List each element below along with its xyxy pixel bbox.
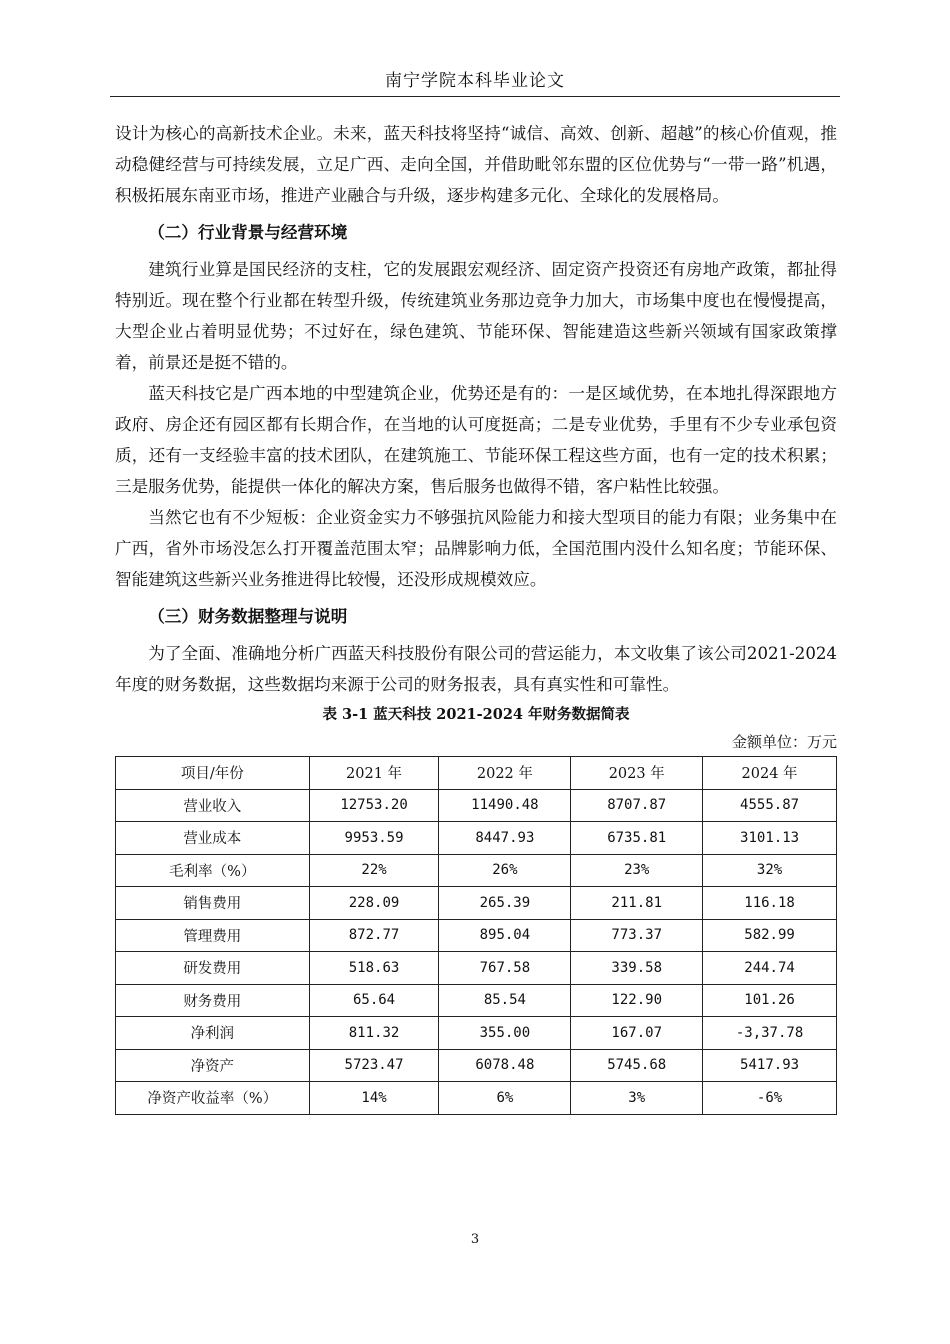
table-cell: 9953.59 (309, 822, 439, 855)
table-cell: 22% (309, 854, 439, 887)
table-cell: 895.04 (439, 919, 571, 952)
table-cell: 3% (571, 1082, 703, 1115)
table-cell: 26% (439, 854, 571, 887)
table-cell: 8447.93 (439, 822, 571, 855)
table-cell: 5417.93 (703, 1049, 837, 1082)
table-cell: 228.09 (309, 887, 439, 920)
table-cell: 339.58 (571, 952, 703, 985)
table-cell: 4555.87 (703, 789, 837, 822)
table-row (116, 919, 837, 952)
financial-table (115, 756, 837, 1115)
table-cell: 32% (703, 854, 837, 887)
table-row (116, 822, 837, 855)
paragraph-industry-3: 当然它也有不少短板：企业资金实力不够强抗风险能力和接大型项目的能力有限；业务集中在广西，省外市场没怎么打开覆盖范围太窄；品牌影响力低，全国范围内没什么知名度；节能环保、智能建筑这些新兴业务推进得比较慢，还没形成规模效应。 (115, 508, 837, 589)
row-label: 营业收入 (116, 789, 310, 822)
paragraph-industry-1: 建筑行业算是国民经济的支柱，它的发展跟宏观经济、固定资产投资还有房地产政策，都扯得特别近。现在整个行业都在转型升级，传统建筑业务那边竞争力加大，市场集中度也在慢慢提高，大型企业占着明显优势；不过好在，绿色建筑、节能环保、智能建造这些新兴领域有国家政策撑着，前景还是挺不错的。 (115, 260, 837, 372)
header-rule (110, 96, 840, 97)
page-number: 3 (470, 1232, 480, 1247)
table-unit: 金额单位：万元 (731, 733, 837, 751)
section-heading-industry: （二）行业背景与经营环境 (148, 222, 348, 242)
table-row (116, 854, 837, 887)
table-cell: 23% (571, 854, 703, 887)
table-cell: 167.07 (571, 1017, 703, 1050)
table-caption: 表 3-1 蓝天科技 2021-2024 年财务数据简表 (322, 706, 630, 723)
table-cell: 767.58 (439, 952, 571, 985)
table-cell: 85.54 (439, 984, 571, 1017)
table-cell: -6% (703, 1082, 837, 1115)
table-cell: 101.26 (703, 984, 837, 1017)
table-row (116, 789, 837, 822)
table-cell: 582.99 (703, 919, 837, 952)
table-cell: 6735.81 (571, 822, 703, 855)
table-cell: 355.00 (439, 1017, 571, 1050)
row-label: 财务费用 (116, 984, 310, 1017)
table-header-cell: 2022 年 (439, 757, 571, 790)
table-cell: 6% (439, 1082, 571, 1115)
page-content (115, 118, 837, 1115)
table-row (116, 1017, 837, 1050)
row-label: 研发费用 (116, 952, 310, 985)
table-cell: 11490.48 (439, 789, 571, 822)
table-cell: -3,37.78 (703, 1017, 837, 1050)
table-header-cell: 2021 年 (309, 757, 439, 790)
table-cell: 8707.87 (571, 789, 703, 822)
table-cell: 12753.20 (309, 789, 439, 822)
row-label: 净利润 (116, 1017, 310, 1050)
row-label: 销售费用 (116, 887, 310, 920)
table-header-cell: 2024 年 (703, 757, 837, 790)
paragraph-finance-1: 为了全面、准确地分析广西蓝天科技股份有限公司的营运能力，本文收集了该公司2021-2024年度的财务数据，这些数据均来源于公司的财务报表，具有真实性和可靠性。 (115, 644, 837, 694)
table-header-cell: 项目/年份 (116, 757, 310, 790)
table-cell: 265.39 (439, 887, 571, 920)
table-row (116, 952, 837, 985)
table-cell: 244.74 (703, 952, 837, 985)
table-header-cell: 2023 年 (571, 757, 703, 790)
running-header: 南宁学院本科毕业论文 (385, 71, 565, 91)
table-cell: 65.64 (309, 984, 439, 1017)
table-cell: 5723.47 (309, 1049, 439, 1082)
row-label: 管理费用 (116, 919, 310, 952)
paragraph-continued: 设计为核心的高新技术企业。未来，蓝天科技将坚持“诚信、高效、创新、超越”的核心价值观，推动稳健经营与可持续发展，立足广西、走向全国，并借助毗邻东盟的区位优势与“一带一路”机遇，积极拓展东南亚市场，推进产业融合与升级，逐步构建多元化、全球化的发展格局。 (115, 124, 837, 205)
table-cell: 116.18 (703, 887, 837, 920)
row-label: 净资产 (116, 1049, 310, 1082)
section-heading-finance: （三）财务数据整理与说明 (148, 606, 348, 626)
table-cell: 6078.48 (439, 1049, 571, 1082)
table-cell: 872.77 (309, 919, 439, 952)
table-row (116, 887, 837, 920)
row-label: 毛利率（%） (116, 854, 310, 887)
table-cell: 3101.13 (703, 822, 837, 855)
paragraph-industry-2: 蓝天科技它是广西本地的中型建筑企业，优势还是有的：一是区域优势，在本地扎得深跟地方政府、房企还有园区都有长期合作，在当地的认可度挺高；二是专业优势，手里有不少专业承包资质，还有一支经验丰富的技术团队，在建筑施工、节能环保工程这些方面，也有一定的技术积累；三是服务优势，能提供一体化的解决方案，售后服务也做得不错，客户粘性比较强。 (115, 384, 837, 496)
row-label: 营业成本 (116, 822, 310, 855)
table-row (116, 984, 837, 1017)
table-cell: 773.37 (571, 919, 703, 952)
table-cell: 122.90 (571, 984, 703, 1017)
table-cell: 14% (309, 1082, 439, 1115)
table-header-row (116, 757, 837, 790)
table-row (116, 1049, 837, 1082)
table-cell: 811.32 (309, 1017, 439, 1050)
row-label: 净资产收益率（%） (116, 1082, 310, 1115)
table-cell: 211.81 (571, 887, 703, 920)
table-cell: 518.63 (309, 952, 439, 985)
table-row (116, 1082, 837, 1115)
table-cell: 5745.68 (571, 1049, 703, 1082)
